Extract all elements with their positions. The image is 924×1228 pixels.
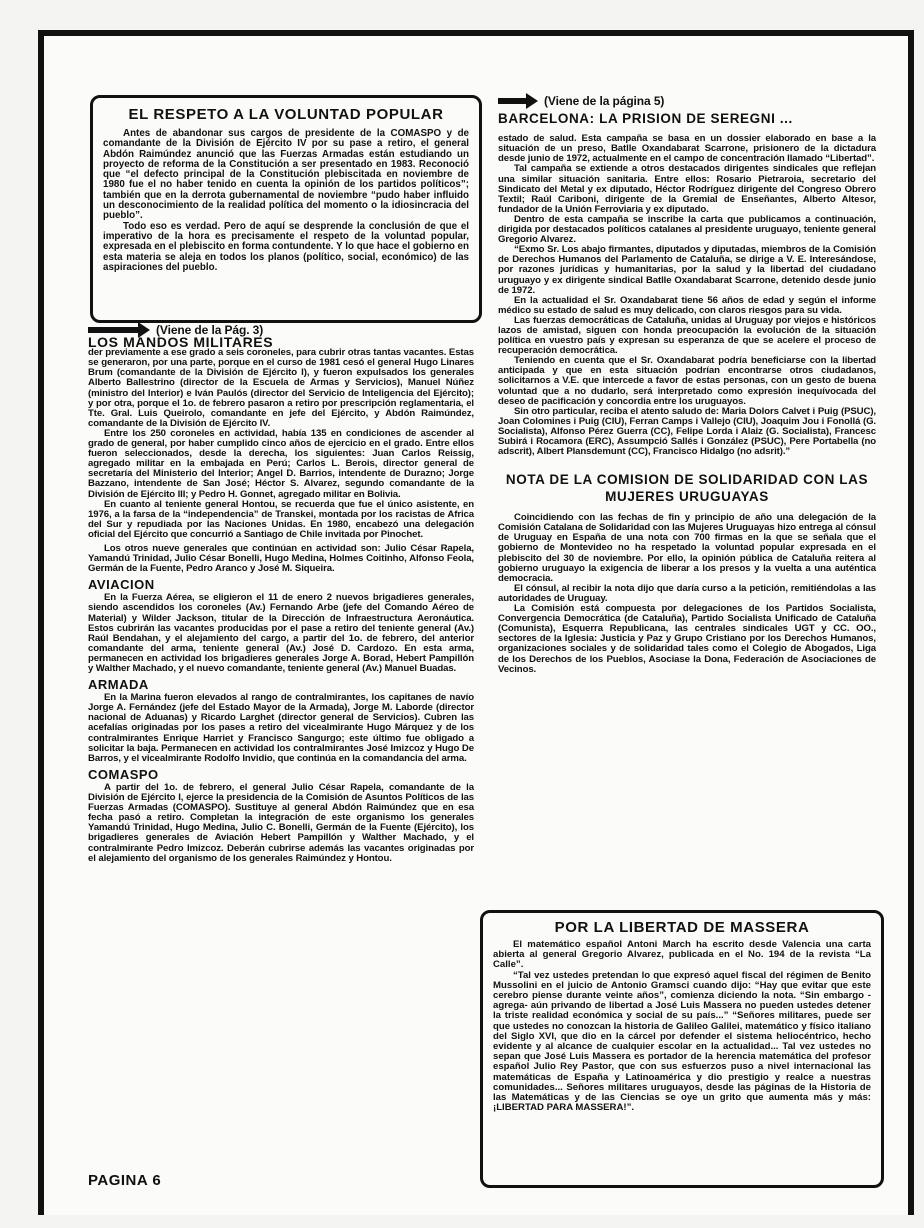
paragraph: Entre los 250 coroneles en actividad, había 135 en condiciones de ascender al grado de general, por haber cumplido cinco años de ejercicio en el grado. Entre ellos fueron seleccionados, desde la derecha, los siguientes: Juan Carlos Reissig, agregado militar en la embajada en Perú; Carlos L. Berois, director general de secretaría del Ministerio del Interior; Angel D. Barrios, intendente de Durazno; Jorge Bazzano, intendente de San José; Héctor S. Alvarez, segundo comandante de la División de Ejército III; y Pedro H. Gonnet, agregado militar en Bolivia.: [88, 427, 474, 500]
paragraph: Coincidiendo con las fechas de fin y principio de año una delegación de la Comisión Catalana de Solidaridad con las Mujeres Uruguayas hizo entrega al cónsul de Uruguay en España de una nota con 700 firmas en la que se señala que el gobierno de Montevideo no ha respetado la voluntad popular expresada en el plebiscito del 30 de noviembre. Por ello, la opinión pública de Cataluña reitera al gobierno uruguayo la exigencia de liberar a los presos y la vuelta a una auténtica democracia.: [498, 512, 876, 584]
paragraph: Sin otro particular, reciba el atento saludo de: Maria Dolors Calvet i Puig (PSUC), Joan Colomines i Puig (CIU), Ferran Camps i Vallejo (CIU), Joaquim Jou i Fonollá (G. Socialista), Alfonso Pérez Guerra (CC), Felipe Lorda i Alaiz (G. Socialista), Francesc Subirá i Rocamora (ERC), Assumpció Sallés i González (PSUC), Pere Portabella (no adscrit), Albert Plansdemunt (CC), Francisco Hidalgo (no adsrit).”: [498, 405, 876, 458]
section-heading-mandos: LOS MANDOS MILITARES: [88, 334, 274, 351]
paragraph: El matemático español Antoni March ha escrito desde Valencia una carta abierta al general Gregorio Alvarez, publicada en el No. 194 de la revista “La Calle”.: [493, 939, 871, 971]
page-edge-right: [908, 30, 914, 1215]
right-column: [498, 96, 876, 675]
continuation-line: [88, 325, 474, 335]
headline-line: NOTA DE LA COMISION DE SOLIDARIDAD CON LAS: [505, 472, 869, 488]
left-column: [88, 325, 474, 864]
headline-line: MUJERES URUGUAYAS: [605, 489, 769, 505]
article-box-massera: [480, 910, 884, 1188]
paragraph: En la Fuerza Aérea, se eligieron el 11 de enero 2 nuevos brigadieres generales, siendo ascendidos los coroneles (Av.) Fernando Arbe (jefe del Comando Aéreo de Material) y Wilder Jackson, titular de la Dirección de Infraestructura Aeronáutica. Estos cubrirán las vacantes producidas por el pase a retiro del teniente general (Av.) Raúl Bendahan, y el alejamiento del cargo, a partir del 1o. de febrero, del anterior comandante del arma, teniente general (Av.) José D. Cardozo. En esta arma, permanecen en actividad los brigadieres generales Jorge A. Borad, Hebert Pampillón y Walther Machado, y el nuevo comandante, teniente general (Av.) Manuel Buadas.: [88, 592, 474, 674]
paragraph: Todo eso es verdad. Pero de aquí se desprende la conclusión de que el imperativo de la hora es precisamente el respeto de la voluntad popular, expresada en el plebiscito en forma contundente. Y lo que hace el gobierno en esta materia se aleja en todos los planos (político, social, económico) de las aspiraciones del pueblo.: [103, 220, 469, 273]
article-title: POR LA LIBERTAD DE MASSERA: [554, 919, 810, 936]
paragraph: A partir del 1o. de febrero, el general Julio César Rapela, comandante de la División de Ejército I, ejerce la presidencia de la Comisión de Asuntos Políticos de las Fuerzas Armadas (COMASPO). Sustituye al general Abdón Raimúndez que en esa fecha pasó a retiro. Completan la integración de este organismo los generales Yamandú Trinidad, Hugo Medina, Julio C. Bonelli, Germán de la Fuente (Ejército), los brigadieres generales de Aviación Hebert Pampillón y Walther Machado, y el contralmirante Pedro Imizcoz. Deberán cubrirse además las vacantes originadas por el alejamiento del organismo de los generales Raimúndez y Hontou.: [88, 781, 474, 864]
article-title: EL RESPETO A LA VOLUNTAD POPULAR: [128, 106, 444, 123]
paragraph: estado de salud. Esta campaña se basa en un dossier elaborado en base a la situación de un preso, Batlle Oxandabarat Scarrone, prisionero de la dictadura desde junio de 1972, actualmente en el campo de concentración llamado “Libertad”.: [498, 133, 876, 165]
section-heading-armada: ARMADA: [88, 677, 149, 693]
continued-from-label: (Viene de la página 5): [544, 94, 665, 108]
page-edge-top: [38, 30, 914, 36]
paragraph: Los otros nueve generales que continúan en actividad son: Julio César Rapela, Yamandú Trinidad, Julio César Bonelli, Hugo Medina, Holmes Coitinho, Alfonso Feola, Germán de la Fuente, Pedro Aranco y José M. Siqueira.: [88, 542, 474, 575]
paragraph: Antes de abandonar sus cargos de presidente de la COMASPO y de comandante de la División de Ejército IV por su pase a retiro, el general Abdón Raimúndez anunció que las Fuerzas Armadas están estudiando un proyecto de reforma de la Constitución a ser presentado en 1983. Reconoció que “el defecto principal de la Constitución plebiscitada en noviembre de 1980 fue el no haber tenido en cuenta la opinión de los partidos políticos”; también que en la derrota gubernamental de noviembre “pudo haber influido un desconocimiento de la realidad política del momento o la idiosincracia del pueblo”.: [103, 128, 469, 222]
paragraph: En la Marina fueron elevados al rango de contralmirantes, los capitanes de navío Jorge A. Fernández (jefe del Estado Mayor de la Armada), Jorge M. Laborde (director nacional de Aduanas) y Ricardo Larghet (director general de Servicios). Cubren las acefalías originadas por los pases a retiro del vicealmirante Hugo Márquez y de los contralmirantes Enrique Harriet y Francisco Sangurgo; este último fue obligado a solicitar la baja. Permanecen en actividad los contralmirantes José Imizcoz y Hugo De Barros, y el vicealmirante Rodolfo Invidio, que continúa en la comandancia del arma.: [88, 692, 474, 764]
page-edge-left: [38, 30, 44, 1215]
continued-from-label: (Viene de la Pág. 3): [156, 323, 264, 337]
arrow-right-icon: [88, 327, 140, 333]
paragraph: “Exmo Sr. Los abajo firmantes, diputados y diputadas, miembros de la Comisión de Derechos Humanos del Parlamento de Cataluña, se dirige a V. E. Interesándose, por razones jurídicas y humanitarias, por la salud y la libertad del ciudadano uruguayo y ex dirigente sindical Batlle Oxandabarat Scarrone, detenido desde junio de 1972.: [498, 244, 876, 296]
spacer: [498, 457, 876, 471]
paragraph: En la actualidad el Sr. Oxandabarat tiene 56 años de edad y según el informe médico su estado de salud es muy delicado, con claros riesgos para su vida.: [498, 294, 876, 316]
section-heading-aviacion: AVIACION: [88, 577, 155, 593]
continuation-line: [498, 96, 876, 106]
paragraph: La Comisión está compuesta por delegaciones de los Partidos Socialista, Convergencia Democrática (de Cataluña), Partido Socialista Unificado de Cataluña (Comunista), Esquerra Republicana, las centrales sindicales UGT y CC. OO., sectores de la Iglesia: Justicia y Paz y Grupo Cristiano por los Derechos Humanos, organizaciones sociales y de solidaridad tales como el Colegio de Abogados, Liga de los Derechos de los Pueblos, Asociase la Dona, Federación de Asociaciones de Vecinos.: [498, 603, 876, 675]
headline-nota: [498, 471, 876, 505]
paragraph: Dentro de esta campaña se inscribe la carta que publicamos a continuación, dirigida por destacados políticos catalanes al presidente uruguayo, teniente general Gregorio Alvarez.: [498, 213, 876, 246]
headline-barcelona: BARCELONA: LA PRISION DE SEREGNI ...: [498, 111, 793, 127]
article-box-voluntad-popular: [90, 95, 482, 323]
article-body: [103, 129, 469, 273]
paragraph: der previamente a ese grado a seis coroneles, para cubrir otras tantas vacantes. Estas se generaron, por una parte, porque en el curso de 1981 cesó el general Hugo Linares Brum (comandante de la División de Ejército I), y fueron expulsados los generales Alberto Ballestrino (director de la Escuela de Armas y Servicios), Manuel Núñez (ministro del Interior) e Iván Paulós (director del Servicio de Inteligencia del Ejército); y por otra, porque el 1o. de febrero pasaron a retiro por prescripción reglamentaria, el Tte. Gral. Luis Queirolo, comandante en jefe del Ejército, y Abdón Raimúndez, comandante de la División de Ejército IV.: [88, 347, 474, 429]
paragraph: Tal campaña se extiende a otros destacados dirigentes sindicales que reflejan una similar situación sanitaria. Entre ellos: Rosario Pietraroia, secretario del Sindicato del Metal y ex diputado, Héctor Rodríguez dirigente del Congreso Obrero Textil; Raúl Cariboni, dirigente de la Gremial de Enseñantes, Alberto Altesor, fundador de la Unión Ferroviaria y ex diputado.: [498, 163, 876, 215]
paragraph: Las fuerzas democráticas de Cataluña, unidas al Uruguay por viejos e históricos lazos de amistad, siguen con honda preocupación la evolución de la situación política en vuestro país y expresan su esperanza de que se acelere el proceso de recuperación democrática.: [498, 314, 876, 357]
paragraph: En cuanto al teniente general Hontou, se recuerda que fue el único asistente, en 1976, a la farsa de la “independencia” de Transkei, montada por los racistas de Africa del Sur y repudiada por las Naciones Unidas. En 1980, encabezó una delegación oficial del Ejército que concurrió a Santiago de Chile invitada por Pinochet.: [88, 498, 474, 540]
page-number: PAGINA 6: [88, 1172, 162, 1189]
article-body: [493, 940, 871, 1113]
paragraph: El cónsul, al recibir la nota dijo que daría curso a la petición, remitiéndolas a las autoridades de Uruguay.: [498, 582, 876, 604]
section-heading-comaspo: COMASPO: [88, 766, 159, 782]
paragraph: Teniendo en cuenta que el Sr. Oxandabarat podría beneficiarse con la libertad anticipada y que en esta situación podrían encontrarse otros ciudadanos, solicitarnos a V.E. que intercede a favor de estas personas, con un gesto de buena voluntad que a no dudarlo, será interpretado como expresión inequívocada del deseo de pacificación y concordia entre los uruguayos.: [498, 355, 876, 407]
arrow-right-icon: [498, 98, 528, 104]
paragraph: “Tal vez ustedes pretendan lo que expresó aquel fiscal del régimen de Benito Mussolini en el juicio de Antonio Gramsci cuando dijo: “Hay que evitar que este cerebro piense durante veinte años”, comienza diciendo la nota. “Sin embargo -agrega- aún privando de libertad a José Luis Massera no pueden ustedes detener la triste realidad económica y social de su país...” “Señores militares, puede ser que ustedes no conozcan la historia de Galileo Galilei, matemático y físico italiano del Siglo XVI, que dio en la cárcel por defender el sistema heliocéntrico, hecho evidente y al alcance de cualquier escolar en la actualidad... Tal vez ustedes no sepan que José Luis Massera es portador de la herencia matemática del profesor español Julio Rey Pastor, que con sus esfuerzos puso a nivel internacional las matemáticas de España y Latinoamérica y dio prestigio y realce a nuestras comunidades... Señores militares uruguayos, desde las páginas de la Historia de las Matemáticas y de las Ciencias se oye un grito que aumenta más y más: ¡LIBERTAD PARA MASSERA!”.: [493, 969, 871, 1114]
